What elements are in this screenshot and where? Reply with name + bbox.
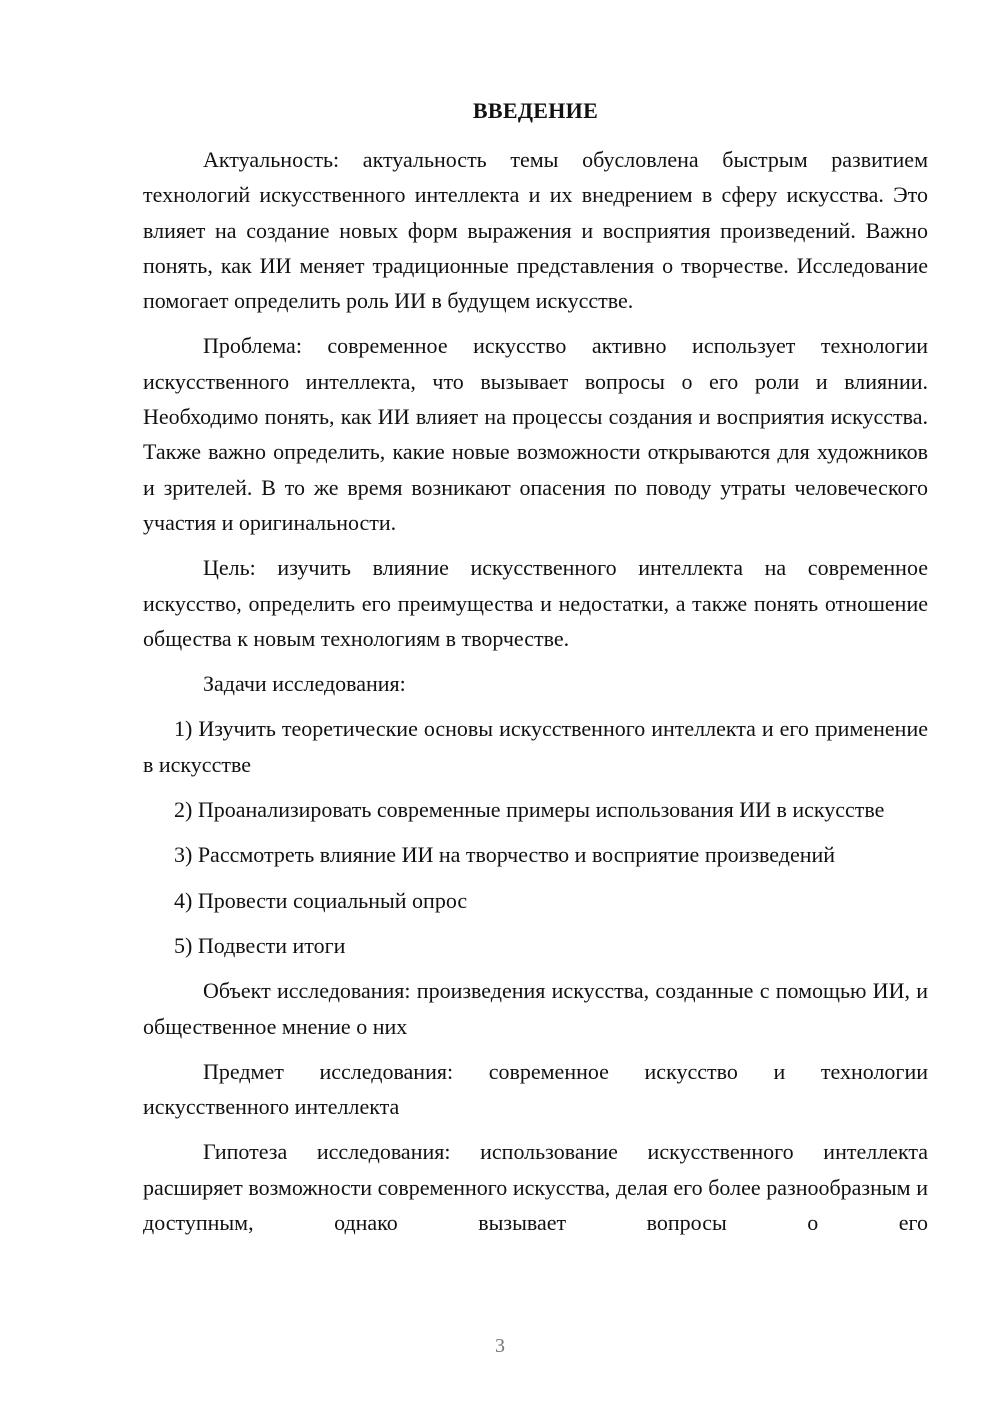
task-item-3: 3) Рассмотреть влияние ИИ на творчество и восприятие произведений: [174, 842, 836, 868]
body-text: [143, 142, 928, 1240]
task-item-5: 5) Подвести итоги: [174, 932, 346, 958]
problem-paragraph: Проблема: современное искусство активно использует технологии искусственного интеллекта, что вызывает вопросы о его роли и влиянии. Необходимо понять, как ИИ влияет на процессы создания и восприятия искусства. Также важно определить, какие новые возможности открываются для художников и зрителей. В то же время возникают опасения по поводу утраты человеческого участия и оригинальности.: [143, 333, 928, 535]
object-paragraph: Объект исследования: произведения искусства, созданные с помощью ИИ, и общественное мнение о них: [143, 978, 928, 1039]
task-item-4: 4) Провести социальный опрос: [174, 887, 468, 913]
hypothesis-paragraph: Гипотеза исследования: использование искусственного интеллекта расширяет возможности современного искусства, делая его более разнообразным и доступным, однако вызывает вопросы о его: [143, 1139, 928, 1236]
tasks-title: Задачи исследования:: [203, 671, 406, 697]
relevance-paragraph: Актуальность: актуальность темы обусловлена быстрым развитием технологий искусственного интеллекта и их внедрением в сферу искусства. Это влияет на создание новых форм выражения и восприятия произведений. Важно понять, как ИИ меняет традиционные представления о творчестве. Исследование помогает определить роль ИИ в будущем искусстве.: [143, 147, 928, 314]
goal-paragraph: Цель: изучить влияние искусственного интеллекта на современное искусство, определить его преимущества и недостатки, а также понять отношение общества к новым технологиям в творчестве.: [143, 555, 928, 651]
subject-paragraph: Предмет исследования: современное искусство и технологии искусственного интеллекта: [143, 1058, 928, 1120]
task-item-1: 1) Изучить теоретические основы искусственного интеллекта и его применение в искусстве: [143, 716, 928, 777]
section-heading: ВВЕДЕНИЕ: [472, 98, 599, 123]
task-item-2: 2) Проанализировать современные примеры использования ИИ в искусстве: [174, 797, 885, 823]
page-number: 3: [495, 1335, 505, 1357]
